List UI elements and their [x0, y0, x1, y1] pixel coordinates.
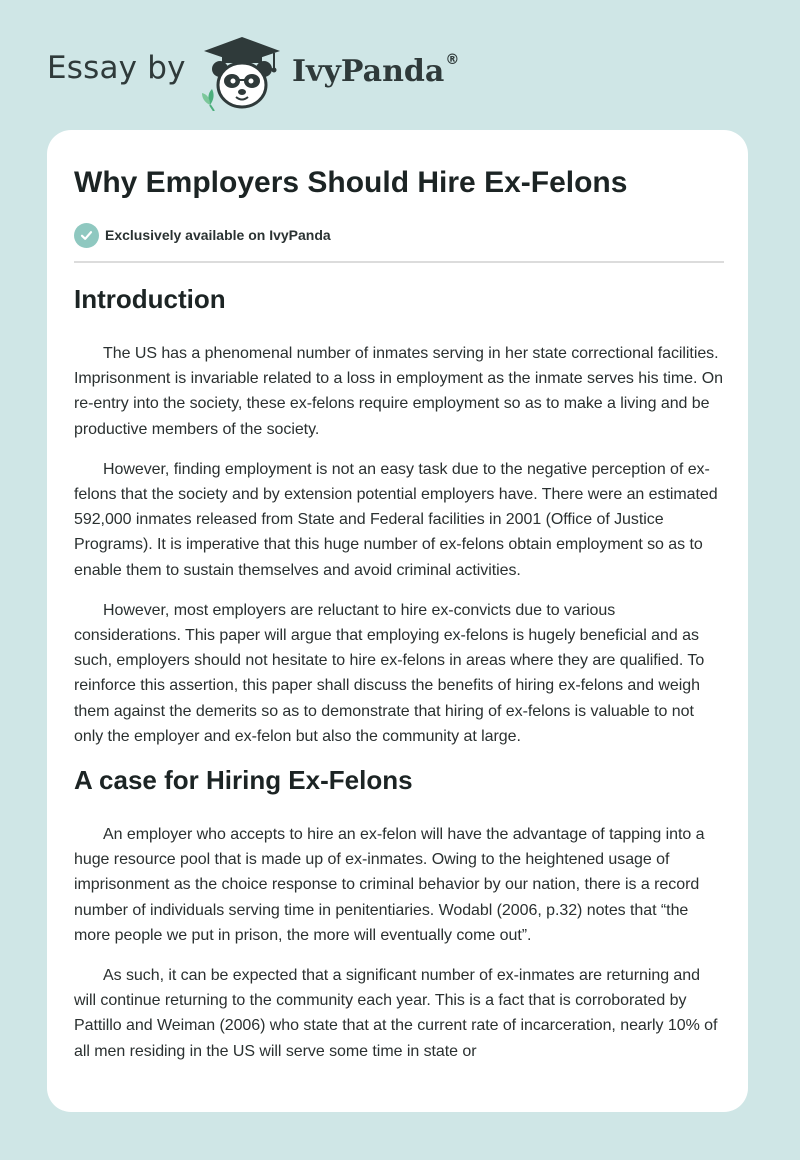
paragraph: As such, it can be expected that a significant number of ex-inmates are returning and will continue returning to the community each year. This is a fact that is corroborated by Pattillo and Weiman (2006) who state that at the current rate of incarceration, nearly 10% of all men residing in the US will serve some time in state or — [74, 967, 718, 1060]
brand-name[interactable] — [292, 54, 459, 89]
paragraph: An employer who accepts to hire an ex-felon will have the advantage of tapping into a huge resource pool that is made up of ex-inmates. Owing to the heightened usage of imprisonment as the choice response to criminal behavior by our nation, there is a record number of individuals serving time in penitentiaries. Wodabl (2006, p.32) notes that “the more people we put in prison, the more will eventually come out”. — [74, 826, 705, 944]
title-divider — [74, 261, 724, 263]
brand-text: IvyPanda — [292, 54, 445, 89]
essay-body — [74, 283, 724, 1079]
essay-card — [47, 130, 748, 1112]
exclusive-badge — [74, 222, 331, 248]
paragraph: The US has a phenomenal number of inmates serving in her state correctional facilities. Imprisonment is invariable related to a loss in employment as the inmate serves his time. On re-entry into the society, these ex-felons require employment so as to make a living and be productive members of the society. — [74, 345, 724, 438]
registered-mark: ® — [445, 52, 460, 68]
check-circle-icon — [74, 223, 99, 248]
panda-graduate-icon[interactable] — [200, 35, 284, 111]
essay-title: Why Employers Should Hire Ex-Felons — [74, 166, 628, 199]
section-heading-introduction: Introduction — [74, 284, 226, 314]
exclusive-label: Exclusively available on IvyPanda — [105, 227, 331, 243]
paragraph: However, most employers are reluctant to hire ex-convicts due to various considerations. This paper will argue that employing ex-felons is hugely beneficial and as such, employers should not hesitate to hire ex-felons in areas where they are qualified. To reinforce this assertion, this paper shall discuss the benefits of hiring ex-felons and weigh them against the demerits so as to demonstrate that hiring of ex-felons is valuable to not only the employer and ex-felon but also the community at large. — [74, 601, 705, 745]
section-heading-case-for-hiring: A case for Hiring Ex-Felons — [74, 765, 413, 796]
panda-logo-svg — [200, 35, 284, 111]
checkmark-svg — [80, 229, 93, 242]
essay-by-label: Essay by — [47, 50, 186, 86]
paragraph: However, finding employment is not an easy task due to the negative perception of ex-felons that the society and by extension potential employers have. There were an estimated 592,000 inmates released from State and Federal facilities in 2001 (Office of Justice Programs). It is imperative that this huge number of ex-felons obtain employment so as to enable them to sustain themselves and avoid criminal activities. — [74, 460, 718, 579]
site-header — [0, 0, 800, 130]
